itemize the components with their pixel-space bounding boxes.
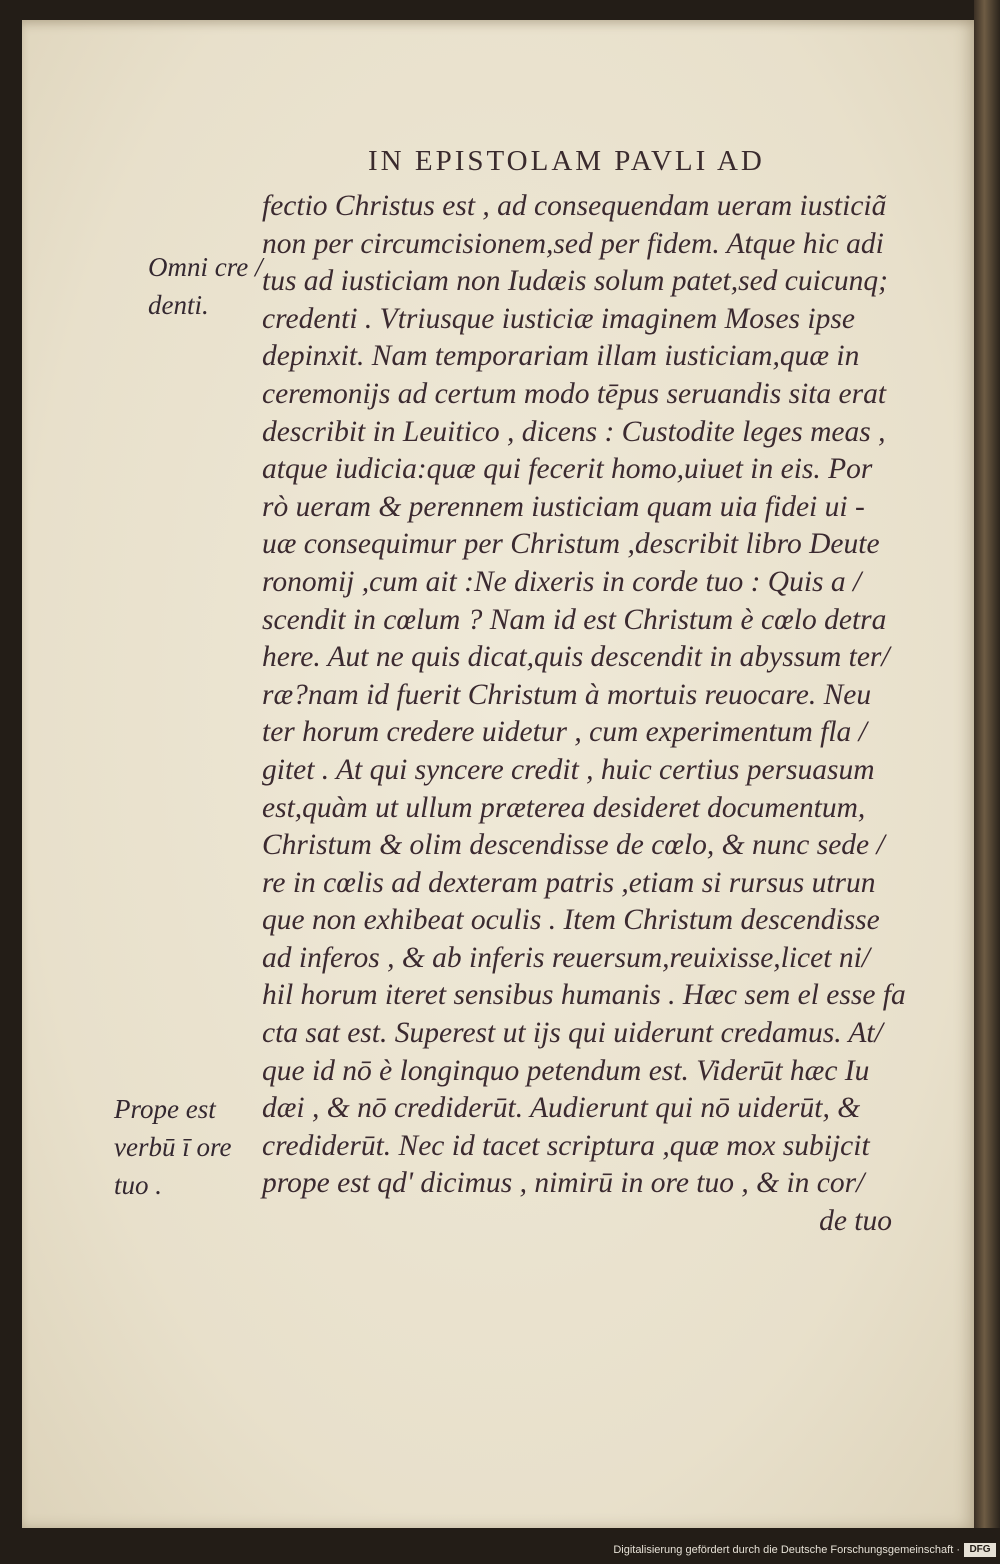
- text-line: here. Aut ne quis dicat,quis descendit in abyssum ter/: [262, 641, 890, 674]
- text-line: que non exhibeat oculis . Item Christum descendisse: [262, 904, 880, 937]
- margin-note-line: Omni cre /: [148, 252, 263, 282]
- text-line: ronomij ,cum ait :Ne dixeris in corde tuo : Quis a /: [262, 565, 862, 598]
- margin-note-line: Prope est: [114, 1094, 216, 1124]
- text-line: uæ consequimur per Christum ,describit libro Deute: [262, 528, 880, 561]
- text-line: ræ?nam id fuerit Christum à mortuis reuocare. Neu: [262, 678, 872, 711]
- text-line: ad inferos , & ab inferis reuersum,reuixisse,licet ni/: [262, 941, 870, 974]
- funding-credit: Digitalisierung gefördert durch die Deutsche Forschungsgemeinschaft ·: [613, 1544, 960, 1556]
- text-line: cta sat est. Superest ut ijs qui uiderunt credamus. At/: [262, 1017, 883, 1050]
- text-line: prope est qd' dicimus , nimirū in ore tuo , & in cor/: [262, 1167, 865, 1200]
- text-line: ter horum credere uidetur , cum experimentum fla /: [262, 716, 867, 749]
- text-line: Christum & olim descendisse de cœlo, & nunc sede /: [262, 829, 885, 862]
- text-line: fectio Christus est , ad consequendam ueram iusticiã: [262, 190, 887, 222]
- margin-note-2: [114, 1090, 231, 1204]
- text-line: atque iudicia:quæ qui fecerit homo,uiuet in eis. Por: [262, 453, 873, 486]
- text-line: dæi , & nō crediderūt. Audierunt qui nō uiderūt, &: [262, 1092, 861, 1125]
- text-line: hil horum iteret sensibus humanis . Hæc sem el esse fa: [262, 979, 906, 1012]
- main-text-block: [262, 188, 906, 1241]
- margin-note-1: [148, 248, 262, 324]
- dfg-logo: DFG: [964, 1543, 996, 1557]
- text-line: non per circumcisionem,sed per fidem. Atque hic adi: [262, 227, 884, 260]
- running-title: IN EPISTOLAM PAVLI AD: [368, 145, 765, 177]
- text-line: credenti . Vtriusque iusticiæ imaginem Moses ipse: [262, 302, 855, 335]
- text-line: depinxit. Nam temporariam illam iusticiam,quæ in: [262, 340, 860, 373]
- text-line: tus ad iusticiam non Iudæis solum patet,sed cuicunq;: [262, 265, 889, 298]
- text-line: que id nō è longinquo petendum est. Viderūt hæc Iu: [262, 1054, 870, 1087]
- text-line: scendit in cœlum ? Nam id est Christum è cœlo detra: [262, 603, 887, 636]
- margin-note-line: verbū ī ore: [114, 1132, 232, 1162]
- catchword: de tuo: [819, 1205, 892, 1238]
- text-line: ceremonijs ad certum modo tēpus seruandis sita erat: [262, 377, 887, 410]
- margin-note-line: denti.: [148, 290, 209, 320]
- page-edge: [974, 0, 1000, 1530]
- text-line: est,quàm ut ullum præterea desideret documentum,: [262, 791, 866, 824]
- text-line: describit in Leuitico , dicens : Custodite leges meas ,: [262, 415, 886, 448]
- text-line: crediderūt. Nec id tacet scriptura ,quæ mox subijcit: [262, 1129, 870, 1162]
- text-line: rò ueram & perennem iusticiam quam uia fidei ui -: [262, 490, 865, 523]
- text-line: re in cœlis ad dexteram patris ,etiam si rursus utrun: [262, 866, 876, 899]
- margin-note-line: tuo .: [114, 1170, 163, 1200]
- text-line: gitet . At qui syncere credit , huic certius persuasum: [262, 753, 875, 786]
